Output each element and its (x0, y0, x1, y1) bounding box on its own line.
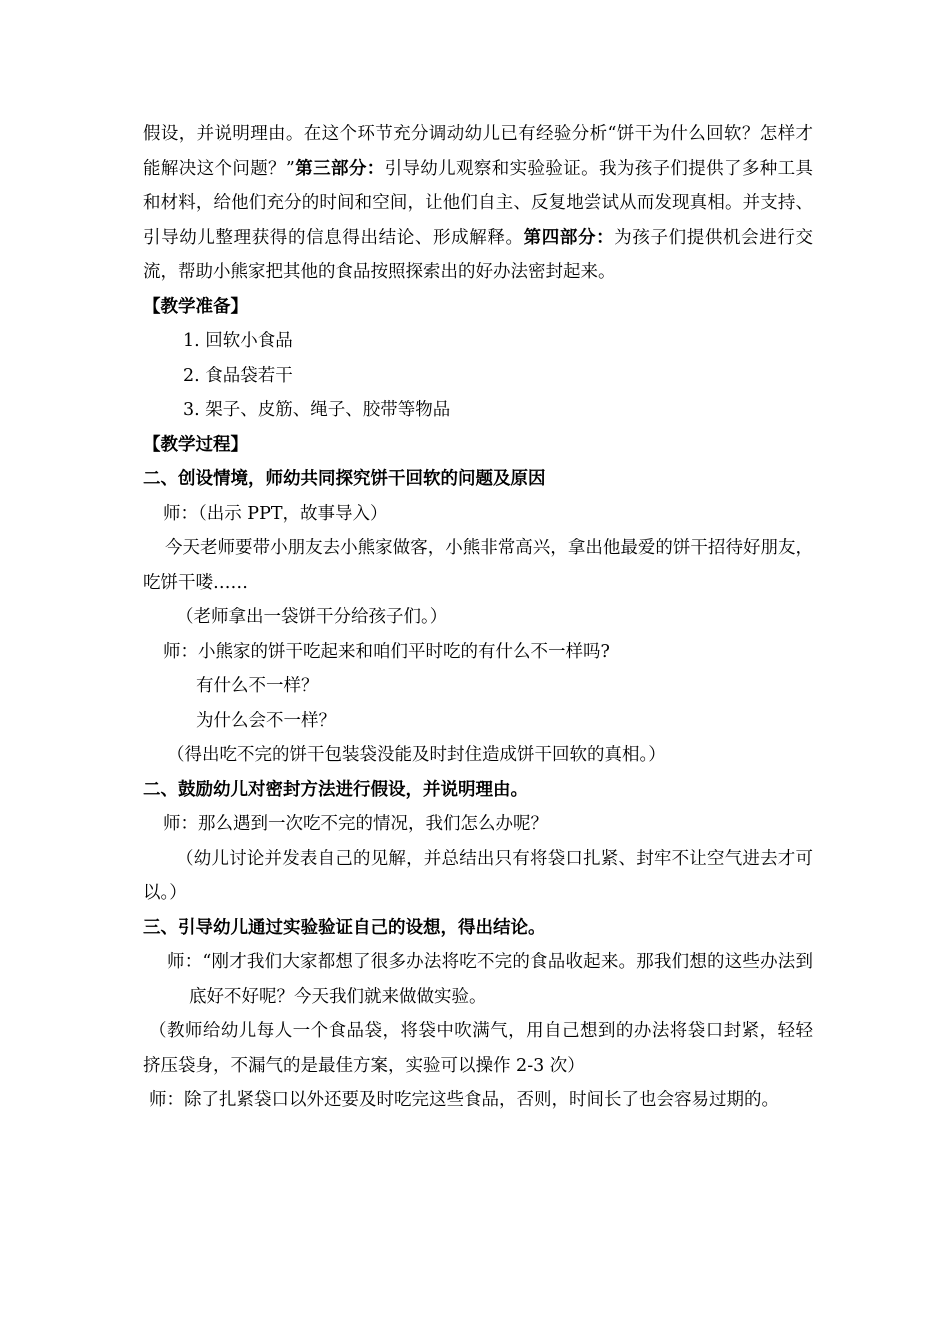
section1-line: 有什么不一样？ (196, 676, 319, 696)
part-three-label: 第三部分： (294, 158, 385, 179)
section2-heading: 二、鼓励幼儿对密封方法进行假设，并说明理由。 (143, 779, 528, 800)
intro-text-3: 为孩子们提供机会进行交流，帮助小熊家把其他的食品按照探索出的好办法密封起来。 (143, 227, 813, 282)
prep-item: 1. 回软小食品 (183, 331, 293, 351)
section1-line: 师：（出示 PPT，故事导入） (163, 503, 388, 524)
document-body (143, 117, 813, 1118)
section2-line: （幼儿讨论并发表自己的见解，并总结出只有将袋口扎紧、封牢不让空气进去才可以。） (143, 848, 813, 903)
intro-text-2: 引导幼儿观察和实验验证。我为孩子们提供了多种工具和材料，给他们充分的时间和空间，让他们自主、反复地尝试从而发现真相。并支持、引导幼儿整理获得的信息得出结论、形成解释。 (143, 158, 813, 248)
intro-text-1: 假设，并说明理由。在这个环节充分调动幼儿已有经验分析“饼干为什么回软？怎样才能解决这个问题？” (143, 124, 813, 179)
prep-item: 2. 食品袋若干 (183, 365, 293, 386)
section3-heading: 三、引导幼儿通过实验验证自己的设想，得出结论。 (143, 917, 546, 938)
section1-line: 今天老师要带小朋友去小熊家做客，小熊非常高兴，拿出他最爱的饼干招待好朋友，吃饼干喽…… (143, 538, 813, 593)
part-four-label: 第四部分： (523, 227, 615, 248)
section3-line: 师：“刚才我们大家都想了很多办法将吃不完的食品收起来。那我们想的这些办法到底好不好呢？今天我们就来做做实验。 (167, 952, 813, 1007)
prep-heading: 【教学准备】 (143, 296, 248, 317)
intro-paragraph (143, 117, 813, 290)
prep-item: 3. 架子、皮筋、绳子、胶带等物品 (183, 400, 451, 420)
process-heading: 【教学过程】 (143, 434, 248, 455)
section1-line: （老师拿出一袋饼干分给孩子们。） (176, 607, 448, 627)
section1-line: （得出吃不完的饼干包装袋没能及时封住造成饼干回软的真相。） (167, 745, 666, 765)
section1-line: 为什么会不一样？ (196, 710, 336, 731)
section3-line: 师：除了扎紧袋口以外还要及时吃完这些食品，否则，时间长了也会容易过期的。 (149, 1090, 779, 1110)
section1-heading: 二、创设情境，师幼共同探究饼干回软的问题及原因 (143, 469, 546, 489)
section3-line: （教师给幼儿每人一个食品袋，将袋中吹满气，用自己想到的办法将袋口封紧，轻轻挤压袋身，不漏气的是最佳方案，实验可以操作 2-3 次） (143, 1021, 813, 1076)
section1-line: 师：小熊家的饼干吃起来和咱们平时吃的有什么不一样吗? (163, 641, 610, 662)
section2-line: 师：那么遇到一次吃不完的情况，我们怎么办呢？ (163, 814, 548, 834)
